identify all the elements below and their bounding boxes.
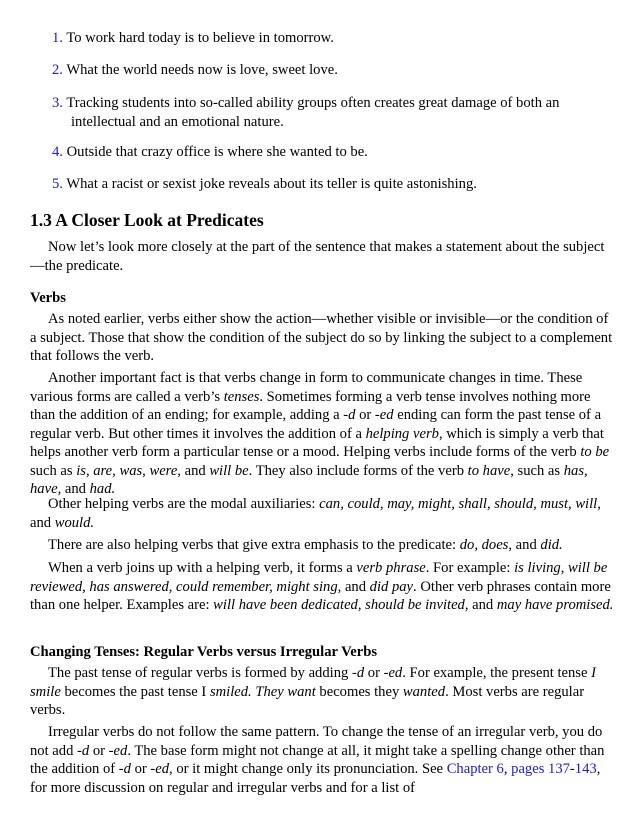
list-text: What the world needs now is love, sweet love. [66,62,338,78]
section-title: 1.3 A Closer Look at Predicates [30,210,264,230]
list-text-continuation: intellectual and an emotional nature. [71,113,284,130]
list-text: To work hard today is to believe in tomorrow. [66,30,334,46]
list-number: 1. [52,30,63,46]
paragraph: When a verb joins up with a helping verb, it forms a verb phrase. For example: is living, will be reviewed, has answered, could remember, might sing, and did pay. Other verb phrases contain more than one helper. Examples are: will have been dedicated, should be invited, and may have promised. [30,560,614,613]
list-number: 4. [52,144,63,160]
list-item [52,143,612,162]
verbs-heading: Verbs [30,290,66,306]
pages-link-end[interactable]: 143 [574,761,597,777]
pages-link-start[interactable]: pages 137 [511,761,570,777]
paragraph: There are also helping verbs that give extra emphasis to the predicate: do, does, and did. [48,537,563,553]
chapter-link[interactable]: Chapter 6 [446,761,504,777]
list-number: 5. [52,176,63,192]
tenses-heading: Changing Tenses: Regular Verbs versus Irregular Verbs [30,644,378,660]
list-text: Tracking students into so-called ability groups often creates great damage of both an [66,95,560,111]
paragraph: The past tense of regular verbs is formed by adding -d or -ed. For example, the present tense I smile becomes the past tense I smiled. They want becomes they wanted. Most verbs are regular verbs. [30,665,596,718]
paragraph: Irregular verbs do not follow the same pattern. To change the tense of an irregular verb, you do not add -d or -ed. The base form might not change at all, it might take a spelling change other than the addition of -d or -ed, or it might change only its pronunciation. See Chapter 6, pages 137-143, for more discussion on regular and irregular verbs and for a list of [30,724,605,796]
paragraph: As noted earlier, verbs either show the action—whether visible or invisible—or the condition of a subject. Those that show the condition of the subject do so by linking the subject to a complement that follows the verb. [30,311,613,364]
list-number: 2. [52,62,63,78]
list-text: What a racist or sexist joke reveals about its teller is quite astonishing. [66,176,477,192]
list-item [52,29,612,48]
paragraph: Another important fact is that verbs change in form to communicate changes in time. These various forms are called a verb’s tenses. Sometimes forming a verb tense involves nothing more than the addition of an ending; for example, adding a -d or -ed ending can form the past tense of a regular verb. But other times it involves the addition of a helping verb, which is simply a verb that helps another verb form a particular tense or a mood. Helping verbs include forms of the verb to be such as is, are, was, were, and will be. They also include forms of the verb to have, such as has, have, and had. [30,370,610,497]
list-item [52,175,612,194]
intro-paragraph: Now let’s look more closely at the part of the sentence that makes a statement about the subject—the predicate. [30,239,605,274]
list-item [52,61,612,80]
list-text: Outside that crazy office is where she wanted to be. [66,144,368,160]
list-number: 3. [52,95,63,111]
paragraph: Other helping verbs are the modal auxiliaries: can, could, may, might, shall, should, must, will, and would. [30,496,601,531]
list-item [52,94,612,131]
